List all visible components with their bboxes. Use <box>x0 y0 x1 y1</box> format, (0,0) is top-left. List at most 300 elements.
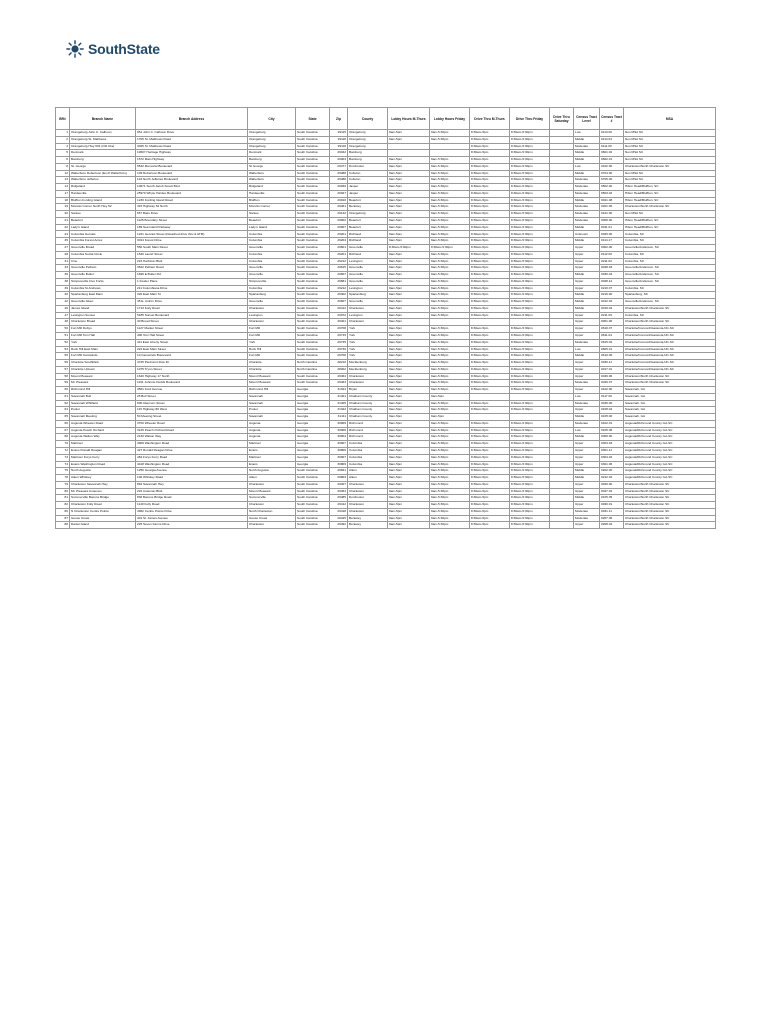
table-cell: 29401 <box>330 319 348 326</box>
table-cell <box>550 211 574 218</box>
table-cell: 8:30am-5:30pm <box>510 488 550 495</box>
table-cell <box>550 522 574 529</box>
table-cell: 9am-5pm <box>388 373 430 380</box>
table-cell: 9am-5:30pm <box>430 292 470 299</box>
table-cell: Moderate <box>574 204 600 211</box>
table-cell: Upper <box>574 245 600 252</box>
table-cell: Greenville <box>348 299 388 306</box>
table-cell: 5542 Memorial Boulevard <box>136 163 248 170</box>
table-cell: Columbia <box>248 251 296 258</box>
table-cell: Greenville Broad <box>70 245 136 252</box>
table-cell: 39 <box>56 285 70 292</box>
table-cell: Columbia <box>348 441 388 448</box>
table-cell: Richland <box>348 251 388 258</box>
table-cell: 8:30am-5:00pm <box>388 245 430 252</box>
table-cell: 9am-5pm <box>388 407 430 414</box>
table-cell: York <box>348 353 388 360</box>
table-cell: 8:30am-5:30pm <box>510 441 550 448</box>
table-cell: 22 <box>56 224 70 231</box>
table-cell: 82 <box>56 502 70 509</box>
table-cell: South Carolina <box>296 163 330 170</box>
table-cell <box>550 488 574 495</box>
table-cell: 0009.00 <box>600 434 624 441</box>
table-cell <box>510 414 550 421</box>
table-cell: 8:30am-5:30pm <box>510 130 550 137</box>
table-cell: 65 <box>56 414 70 421</box>
table-cell: 88 <box>56 522 70 529</box>
table-cell: Charleston/North Charleston SC <box>624 522 716 529</box>
table-cell <box>388 150 430 157</box>
table-cell: 29708 <box>330 326 348 333</box>
table-cell: Georgia <box>296 393 330 400</box>
table-cell: 10607 Heritage Highway <box>136 150 248 157</box>
table-cell: 31401 <box>330 393 348 400</box>
table-cell: South Carolina <box>296 299 330 306</box>
table-cell: 9am-5:30pm <box>430 339 470 346</box>
table-cell: 9am-5:30pm <box>430 163 470 170</box>
table-cell: South Carolina <box>296 130 330 137</box>
table-cell: Low <box>574 163 600 170</box>
table-cell: Bamberg <box>248 157 296 164</box>
column-header: MSA <box>624 108 716 130</box>
table-cell: 8:30am-5:30pm <box>510 272 550 279</box>
table-cell: Charleston/North Charleston SC <box>624 515 716 522</box>
table-cell <box>550 387 574 394</box>
table-cell: Charleston <box>348 508 388 515</box>
table-cell <box>550 319 574 326</box>
table-cell: Evans Washington Road <box>70 461 136 468</box>
table-cell: South Carolina <box>296 305 330 312</box>
table-cell: 8:30am-5pm <box>470 197 510 204</box>
table-cell: Richmond Hill <box>248 387 296 394</box>
table-cell: 8:30am-5pm <box>470 407 510 414</box>
table-cell: Fort Mill Carowinds <box>70 353 136 360</box>
table-cell: Pooler <box>70 407 136 414</box>
table-cell: Savannah <box>248 393 296 400</box>
table-cell: Fort Mill Tom Hall <box>70 332 136 339</box>
table-cell: 9am-5pm <box>388 461 430 468</box>
table-cell: 8:30am-5:30pm <box>510 299 550 306</box>
table-cell: 8:30am-5:30pm <box>510 380 550 387</box>
table-cell: York <box>70 339 136 346</box>
table-cell: 8:30am-5pm <box>470 143 510 150</box>
table-cell: 9am-5pm <box>388 387 430 394</box>
table-cell: 20 <box>56 211 70 218</box>
table-cell: 9am-5pm <box>388 157 430 164</box>
table-cell: Middle <box>574 170 600 177</box>
table-row <box>56 170 716 177</box>
table-cell: South Carolina <box>296 502 330 509</box>
table-cell: Greenville/Anderson, SC <box>624 272 716 279</box>
table-cell: 8:30am-5:30pm <box>510 339 550 346</box>
table-cell: 0610.07 <box>600 326 624 333</box>
table-cell: 9am-5pm <box>388 414 430 421</box>
table-row <box>56 136 716 143</box>
column-header: Drive Thru M-Thurs <box>470 108 510 130</box>
table-cell: 0114.03 <box>600 136 624 143</box>
table-cell: Mt. Pleasant <box>70 380 136 387</box>
table-cell: Upper <box>574 278 600 285</box>
column-header: Lobby Hours Friday <box>430 108 470 130</box>
table-cell: Columbia <box>248 285 296 292</box>
table-cell: Charleston <box>248 481 296 488</box>
table-row <box>56 157 716 164</box>
table-row <box>56 434 716 441</box>
table-cell: 8:30am-5pm <box>470 366 510 373</box>
table-cell: Augusta Wheeler Road <box>70 420 136 427</box>
table-cell: 9am-5pm <box>388 177 430 184</box>
table-row <box>56 400 716 407</box>
table-row <box>56 177 716 184</box>
table-cell: 3909 Washington Road <box>136 441 248 448</box>
table-cell: 9am-5pm <box>388 508 430 515</box>
table-cell: 1572 Main Highway <box>136 157 248 164</box>
table-cell: 29907 <box>330 224 348 231</box>
table-cell: 8:30am-5:30pm <box>510 353 550 360</box>
table-cell <box>430 143 470 150</box>
table-cell: 13 <box>56 177 70 184</box>
table-cell: 3014 Forest Drive <box>136 238 248 245</box>
table-cell: Charleston <box>248 305 296 312</box>
table-cell: 45 E. Antrim Drive <box>136 299 248 306</box>
table-cell: Mt. Pleasant Coleman <box>70 488 136 495</box>
table-cell: 8:30am-5pm <box>470 515 510 522</box>
table-cell: 29464 <box>330 488 348 495</box>
table-cell: 38 <box>56 278 70 285</box>
table-row <box>56 299 716 306</box>
table-cell: Augusta/Richmond County GA-SC <box>624 447 716 454</box>
table-cell: Charleston <box>348 481 388 488</box>
table-cell <box>550 461 574 468</box>
table-row <box>56 190 716 197</box>
table-cell: Evans <box>248 461 296 468</box>
table-cell: 411 East Liberty Street <box>136 339 248 346</box>
table-cell: 30909 <box>330 420 348 427</box>
table-cell: 4448 Washington Road <box>136 461 248 468</box>
table-cell: 31 <box>56 258 70 265</box>
table-cell: 8:30am-5pm <box>470 224 510 231</box>
table-cell: 9am-5:30pm <box>430 461 470 468</box>
column-header: Branch Address <box>136 108 248 130</box>
table-cell: 9am-5:30pm <box>430 366 470 373</box>
table-cell: 0216.00 <box>600 292 624 299</box>
table-cell: South Carolina <box>296 285 330 292</box>
table-cell: Moderate <box>574 339 600 346</box>
table-cell <box>550 481 574 488</box>
column-header: Lobby Hours M-Thurs <box>388 108 430 130</box>
table-row <box>56 387 716 394</box>
table-cell: 8:30am-5pm <box>470 285 510 292</box>
table-cell: 29461 <box>330 204 348 211</box>
table-cell: 9am-5:30pm <box>430 238 470 245</box>
table-cell: 29730 <box>330 346 348 353</box>
table-cell: 66 <box>56 420 70 427</box>
table-cell: 9am-5:30pm <box>430 380 470 387</box>
table-cell: Greenville Pelham <box>70 265 136 272</box>
table-cell: Beaufort <box>348 197 388 204</box>
table-cell: Moderate <box>574 420 600 427</box>
column-header: Census Tract # <box>600 108 624 130</box>
table-row <box>56 197 716 204</box>
table-cell: Upper <box>574 285 600 292</box>
table-cell: South Carolina <box>296 211 330 218</box>
table-cell: 8:30am-5pm <box>470 150 510 157</box>
table-cell: Charleston/North Charleston SC <box>624 508 716 515</box>
table-cell: Charleston/North Charleston SC <box>624 163 716 170</box>
table-cell: 1713 Folly Road <box>136 305 248 312</box>
table-cell: 8:30am-5:30pm <box>510 454 550 461</box>
table-cell <box>550 420 574 427</box>
table-row <box>56 245 716 252</box>
table-cell: Santee <box>70 211 136 218</box>
table-cell: 9am-5:30pm <box>430 387 470 394</box>
table-cell: 9502.00 <box>600 184 624 191</box>
table-cell: Walterboro <box>248 177 296 184</box>
table-cell <box>550 468 574 475</box>
table-cell: 9am-5pm <box>388 332 430 339</box>
table-cell: Simpsonville <box>248 278 296 285</box>
table-cell: Unknown <box>574 231 600 238</box>
table-cell <box>550 130 574 137</box>
table-cell: 18 <box>56 197 70 204</box>
table-cell <box>550 224 574 231</box>
table-cell: 9am-5pm <box>388 393 430 400</box>
brand-name: SouthState <box>88 41 160 57</box>
table-cell: Orangeburg Hwy 601 (Old Ora) <box>70 143 136 150</box>
table-cell: Middle <box>574 157 600 164</box>
table-cell: South Carolina <box>296 143 330 150</box>
table-cell: 0202.00 <box>600 468 624 475</box>
table-cell: 8:30am-5pm <box>470 245 510 252</box>
table-cell: Lexington <box>348 285 388 292</box>
table-cell: 9am-5:30pm <box>430 197 470 204</box>
table-cell: 29445 <box>330 515 348 522</box>
table-cell: 0301.11 <box>600 447 624 454</box>
table-cell: Charleston Folly Road <box>70 502 136 509</box>
table-cell: Upper <box>574 326 600 333</box>
table-cell: South Carolina <box>296 319 330 326</box>
table-cell: 0208.02 <box>600 522 624 529</box>
table-cell: 8:30am-5:30pm <box>510 224 550 231</box>
table-cell <box>550 150 574 157</box>
table-row <box>56 420 716 427</box>
table-cell: 8:30am-5pm <box>470 278 510 285</box>
table-cell: 53 <box>56 346 70 353</box>
table-cell: 29407 <box>330 481 348 488</box>
table-cell: York <box>348 339 388 346</box>
table-cell: 59 <box>56 380 70 387</box>
table-cell: 58 <box>56 373 70 380</box>
table-cell: Moderate <box>574 515 600 522</box>
table-cell <box>550 407 574 414</box>
table-cell: 52 <box>56 339 70 346</box>
table-cell: Dorchester <box>348 495 388 502</box>
table-cell: Colleton <box>348 170 388 177</box>
table-cell: Upper <box>574 265 600 272</box>
table-cell: 0611.04 <box>600 332 624 339</box>
column-header: Drive Thru Friday <box>510 108 550 130</box>
table-cell: Charleston/North Charleston SC <box>624 481 716 488</box>
table-row <box>56 150 716 157</box>
table-cell <box>550 238 574 245</box>
table-cell: Augusta <box>248 434 296 441</box>
table-cell: 8:30am-5pm <box>470 157 510 164</box>
table-cell: 8:30am-5:30pm <box>510 217 550 224</box>
table-cell: 9am-5:30pm <box>430 427 470 434</box>
table-cell: 3700 Wheeler Road <box>136 420 248 427</box>
table-cell: Augusta/Richmond County GA-SC <box>624 441 716 448</box>
table-cell: 8:30am-5:30pm <box>510 251 550 258</box>
table-row <box>56 305 716 312</box>
table-cell: Moderate <box>574 217 600 224</box>
table-cell: 9am-5:30pm <box>430 441 470 448</box>
table-cell: 80 <box>56 488 70 495</box>
table-cell: 8:30am-5:30pm <box>510 157 550 164</box>
table-cell: 0101.00 <box>600 211 624 218</box>
table-cell: Augusta/Richmond County GA-SC <box>624 454 716 461</box>
table-cell: 951 John C. Calhoun Drive <box>136 130 248 137</box>
table-row <box>56 393 716 400</box>
table-cell: Moncks Corner North Hwy 52 <box>70 204 136 211</box>
table-cell: Greenville/Anderson, SC <box>624 299 716 306</box>
table-cell: 9am-5pm <box>388 319 430 326</box>
table-cell: 31411 <box>330 414 348 421</box>
table-cell: Berkeley <box>348 522 388 529</box>
table-cell: 8:30am-5:30pm <box>510 400 550 407</box>
table-cell: 33 <box>56 265 70 272</box>
table-cell: 9am-5:30pm <box>430 312 470 319</box>
table-cell: 9am-5pm <box>388 427 430 434</box>
table-cell: Greenville <box>248 245 296 252</box>
table-cell: 1 Fowler Place <box>136 278 248 285</box>
table-cell: 0201.06 <box>600 204 624 211</box>
table-cell <box>550 143 574 150</box>
table-cell: 8:30am-5:30pm <box>510 508 550 515</box>
table-cell: 9am-5:30pm <box>430 420 470 427</box>
table-cell: Columbia <box>348 461 388 468</box>
table-cell: South Carolina <box>296 265 330 272</box>
table-cell: South Carolina <box>296 292 330 299</box>
table-cell: South Carolina <box>296 157 330 164</box>
table-cell: Charlotte/Concord/Gastonia,NC-SC <box>624 353 716 360</box>
table-cell: Greenville <box>248 272 296 279</box>
table-cell: 19 <box>56 204 70 211</box>
table-cell: Greenville/Anderson, SC <box>624 245 716 252</box>
table-cell: 1230 Fording Island Road <box>136 197 248 204</box>
table-cell: 29201 <box>330 251 348 258</box>
table-cell: 320 East Main St. <box>136 292 248 299</box>
column-header: Census Tract Level <box>574 108 600 130</box>
table-cell: 9am-5pm <box>388 326 430 333</box>
table-cell: 100 Whiskey Road <box>136 475 248 482</box>
table-cell: Charleston <box>248 319 296 326</box>
table-cell: 0020.00 <box>600 481 624 488</box>
table-cell: Upper <box>574 447 600 454</box>
table-cell: 0102.00 <box>600 163 624 170</box>
table-cell: 29485 <box>330 495 348 502</box>
table-cell: 0012.02 <box>600 299 624 306</box>
table-cell <box>550 251 574 258</box>
table-cell <box>550 299 574 306</box>
table-cell: Santee <box>248 211 296 218</box>
table-cell: Upper <box>574 407 600 414</box>
table-cell: 9am-5:30pm <box>430 454 470 461</box>
table-cell <box>550 332 574 339</box>
table-cell: 8:30am-5pm <box>470 177 510 184</box>
table-cell: 1140 Folly Road <box>136 502 248 509</box>
table-cell: Spartanburg <box>348 292 388 299</box>
table-cell: Georgia <box>296 400 330 407</box>
table-cell <box>550 441 574 448</box>
table-cell <box>550 502 574 509</box>
table-cell: 8:30am-5pm <box>470 353 510 360</box>
table-cell: Columbia, SC <box>624 258 716 265</box>
table-cell: Moderate <box>574 190 600 197</box>
table-cell: 0020.01 <box>600 502 624 509</box>
table-cell: 8:30am-5:30pm <box>510 373 550 380</box>
table-cell: 9am-5pm <box>388 285 430 292</box>
table-cell: Savannah, GA <box>624 400 716 407</box>
table-cell: Orangeburg <box>248 130 296 137</box>
table-cell: 1520 Laurel Street <box>136 251 248 258</box>
table-cell: 67 <box>56 427 70 434</box>
table-cell: Berkeley <box>348 204 388 211</box>
table-cell: Charlotte <box>248 366 296 373</box>
table-cell: Moderate <box>574 184 600 191</box>
table-cell: 9am-5pm <box>388 190 430 197</box>
table-cell: James Island <box>70 305 136 312</box>
table-cell: 836 Bacons Bridge Road <box>136 495 248 502</box>
table-row <box>56 380 716 387</box>
table-cell <box>550 353 574 360</box>
table-cell: 25 <box>56 238 70 245</box>
table-cell: Savannah, GA <box>624 387 716 394</box>
table-cell: 29936 <box>330 184 348 191</box>
table-cell: Charleston <box>248 502 296 509</box>
table-cell: 115 Highway 80 West <box>136 407 248 414</box>
table-cell: 9am-5pm <box>388 366 430 373</box>
table-cell: Moderate <box>574 380 600 387</box>
table-cell: 8:30am-5pm <box>470 130 510 137</box>
table-cell: 9am-5pm <box>388 488 430 495</box>
table-cell: Bluffton Fording Island <box>70 197 136 204</box>
table-cell: Charleston <box>248 522 296 529</box>
table-cell: 9am-5pm <box>388 454 430 461</box>
table-cell: Chatham County <box>348 393 388 400</box>
table-cell: 29042 <box>330 150 348 157</box>
table-cell: 0303.03 <box>600 441 624 448</box>
table-row <box>56 454 716 461</box>
table-cell: 29201 <box>330 231 348 238</box>
table-cell: 9am-5:30pm <box>430 481 470 488</box>
table-cell: 109 Robertson Boulevard <box>136 170 248 177</box>
table-cell: 0105.08 <box>600 427 624 434</box>
table-body <box>56 130 716 529</box>
table-cell: 29142 <box>330 211 348 218</box>
table-cell: 0011.01 <box>600 224 624 231</box>
table-cell: 29072 <box>330 312 348 319</box>
table-cell: 29412 <box>330 502 348 509</box>
table-cell: 60 <box>56 387 70 394</box>
table-cell: Ridgeland <box>248 184 296 191</box>
table-cell: 8:30am-5pm <box>470 447 510 454</box>
table-cell: 29302 <box>330 292 348 299</box>
table-cell: 9am-5pm <box>388 130 430 137</box>
table-cell: Savannah <box>248 400 296 407</box>
table-cell: 29708 <box>330 353 348 360</box>
table-row <box>56 495 716 502</box>
table-cell: Savannah, GA <box>624 414 716 421</box>
